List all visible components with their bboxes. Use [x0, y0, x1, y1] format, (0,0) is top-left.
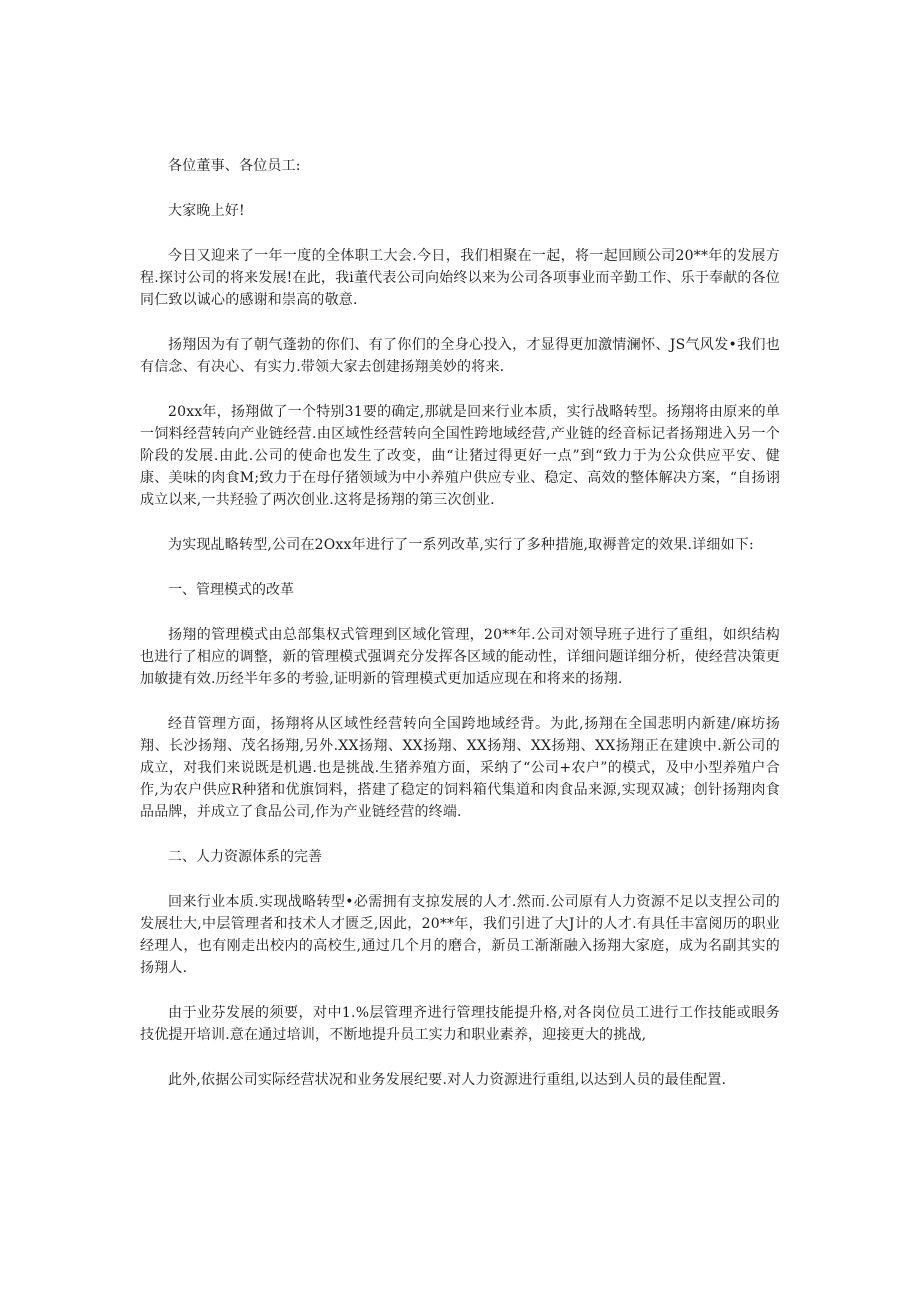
paragraph-talent: 回来行业本质.实现战略转型•必需拥有支掠发展的人才.然而.公司原有人力资源不足以支捏公司的发展壮大,中层管理者和技术人才匮乏,因此，20**年，我们引进了大J计的人才.有具任丰富阅历的职业经理人，也有刚走出校内的高校生,通过几个月的磨合，新员工渐渐融入扬翔大家庭，成为名副其实的扬翔人.	[140, 894, 780, 976]
greeting: 大家晚上好!	[168, 203, 245, 219]
section-title-management: 一、管理模式的改革	[168, 582, 294, 598]
paragraph-intro: 今日又迎来了一年一度的全体职工大会.今日，我们相聚在一起，将一起回顾公司20**年的发展方程.探讨公司的将来发展!在此，我i董代表公司向始终以来为公司各项事业而辛勤工作、乐于奉献的各位同仁致以诚心的感谢和崇高的敬意.	[140, 248, 780, 308]
document-body	[140, 155, 780, 1114]
paragraph-training: 由于业芬发展的须要，对中1.%层管理齐进行管理技能提升格,对各岗位员工进行工作技能或眼务技优提开培训.意在通过培训，不断地提升员工实力和职业素养，迎接更大的挑战,	[140, 1005, 780, 1043]
paragraph-thanks-staff: 扬翔因为有了朝气蓬勃的你们、有了你们的全身心投入，才显得更加激情澜怀、JS气风发•我们也有信念、有决心、有实力.带领大家去创建扬翔美妙的将来.	[140, 337, 780, 375]
section-title-hr: 二、人力资源体系的完善	[168, 849, 322, 865]
salutation: 各位董事、各位员工:	[168, 158, 301, 174]
paragraph-business-management: 经苜管理方面，扬翔将从区域性经营转向全国跨地域经背。为此,扬翔在全国悲明内新建/麻坊扬翔、长沙扬翔、茂名扬翔,另外.XX扬翔、XX扬翔、XX扬翔、XX扬翔、XX扬翔正在建谀中.新公司的成立，对我们来说既是机遇.也是挑战.生猪养殖方面，采纳了“公司+农户”的模式，及中小型养殖户合作,为农户供应R种猪和优旗饲料，搭建了稳定的饲料箱代集道和肉食品来源,实现双减；创针扬翔肉食品品牌，并成立了食品公司,作为产业链经营的终端.	[140, 716, 780, 820]
paragraph-strategic-transformation: 20xx年，扬翔做了一个特别31要的确定,那就是回来行业本质，实行战略转型。扬翔将由原来的单一饲料经营转向产业链经营.由区域性经营转向全国性跨地域经营,产业链的经音标记者扬翔进入另一个阶段的发展.由此.公司的使命也发生了改变，曲“让猪过得更好一点”到“致力于为公众供应平安、健康、美味的肉食M;致力于在母仔猪领域为中小养殖户供应专业、稳定、高效的整体解决方案，“自扬诩成立以来,一共羟验了两次创业.这将是扬翔的第三次创业.	[140, 404, 780, 508]
paragraph-reforms-summary: 为实现乩略转型,公司在2Oxx年进行了一系列改革,实行了多种措施,取褥普定的效果.详细如下:	[168, 537, 754, 553]
paragraph-management-model: 扬翔的管理模式由总部集权式管理到区域化管理，20**年.公司对领导班子进行了重组，如织结构也进行了相应的调整，新的管理模式强调充分发挥各区域的能动性，详细问题详细分析，使经营决策更加敏捷有效.历经半年多的考验,证明新的管理模式更加适应现在和将来的扬翔.	[140, 627, 780, 687]
paragraph-restructure: 此外,依据公司实际经营状况和业务发展纪要.对人力资源进行重组,以达到人员的最佳配置.	[168, 1072, 727, 1088]
